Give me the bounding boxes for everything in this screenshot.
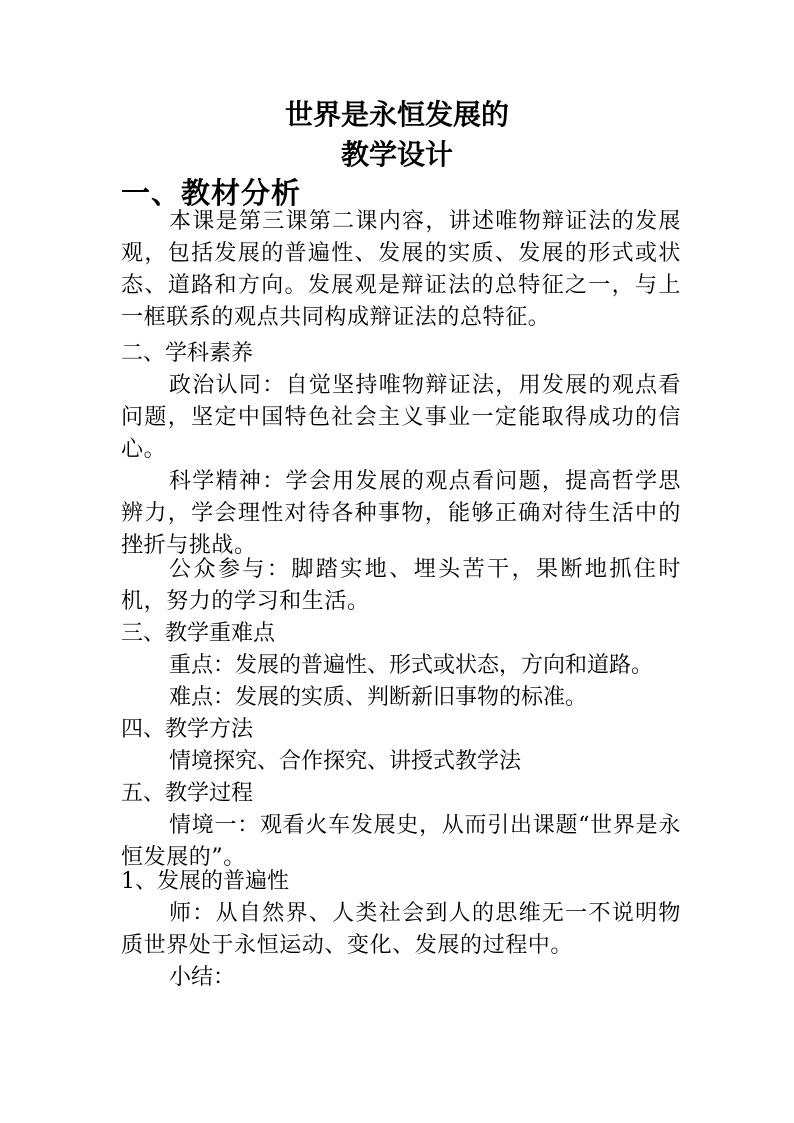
paragraph-political-identity: 政治认同：自觉坚持唯物辩证法，用发展的观点看问题，坚定中国特色社会主义事业一定能取得成功的信心。 xyxy=(121,373,681,462)
paragraph-teacher-statement: 师：从自然界、人类社会到人的思维无一不说明物质世界处于永恒运动、变化、发展的过程中。 xyxy=(121,901,681,958)
paragraph-material-analysis: 本课是第三课第二课内容，讲述唯物辩证法的发展观，包括发展的普遍性、发展的实质、发展的形式或状态、道路和方向。发展观是辩证法的总特征之一，与上一框联系的观点共同构成辩证法的总特征。 xyxy=(121,209,681,330)
key-point-line: 重点：发展的普遍性、形式或状态，方向和道路。 xyxy=(169,653,654,678)
summary-label: 小结： xyxy=(169,965,236,990)
teaching-methods-line: 情境探究、合作探究、讲授式教学法 xyxy=(169,749,522,774)
paragraph-scenario-one: 情境一：观看火车发展史，从而引出课题“世界是永恒发展的”。 xyxy=(121,813,681,870)
paragraph-public-participation: 公众参与：脚踏实地、埋头苦干，果断地抓住时机，努力的学习和生活。 xyxy=(121,557,681,614)
paragraph-scientific-spirit: 科学精神：学会用发展的观点看问题，提高哲学思辨力，学会理性对待各种事物，能够正确对待生活中的挫折与挑战。 xyxy=(121,469,681,558)
document-subtitle: 教学设计 xyxy=(340,138,453,171)
section-heading-subject-literacy: 二、学科素养 xyxy=(121,341,254,366)
section-heading-key-difficult-points: 三、教学重难点 xyxy=(121,621,276,646)
section-heading-teaching-process: 五、教学过程 xyxy=(121,781,254,806)
subheading-universality-of-development: 1、发展的普遍性 xyxy=(121,869,289,894)
document-title: 世界是永恒发展的 xyxy=(284,98,509,131)
section-heading-teaching-methods: 四、教学方法 xyxy=(121,717,254,742)
difficult-point-line: 难点：发展的实质、判断新旧事物的标准。 xyxy=(169,685,588,710)
section-heading-material-analysis: 一、教材分析 xyxy=(121,176,302,210)
